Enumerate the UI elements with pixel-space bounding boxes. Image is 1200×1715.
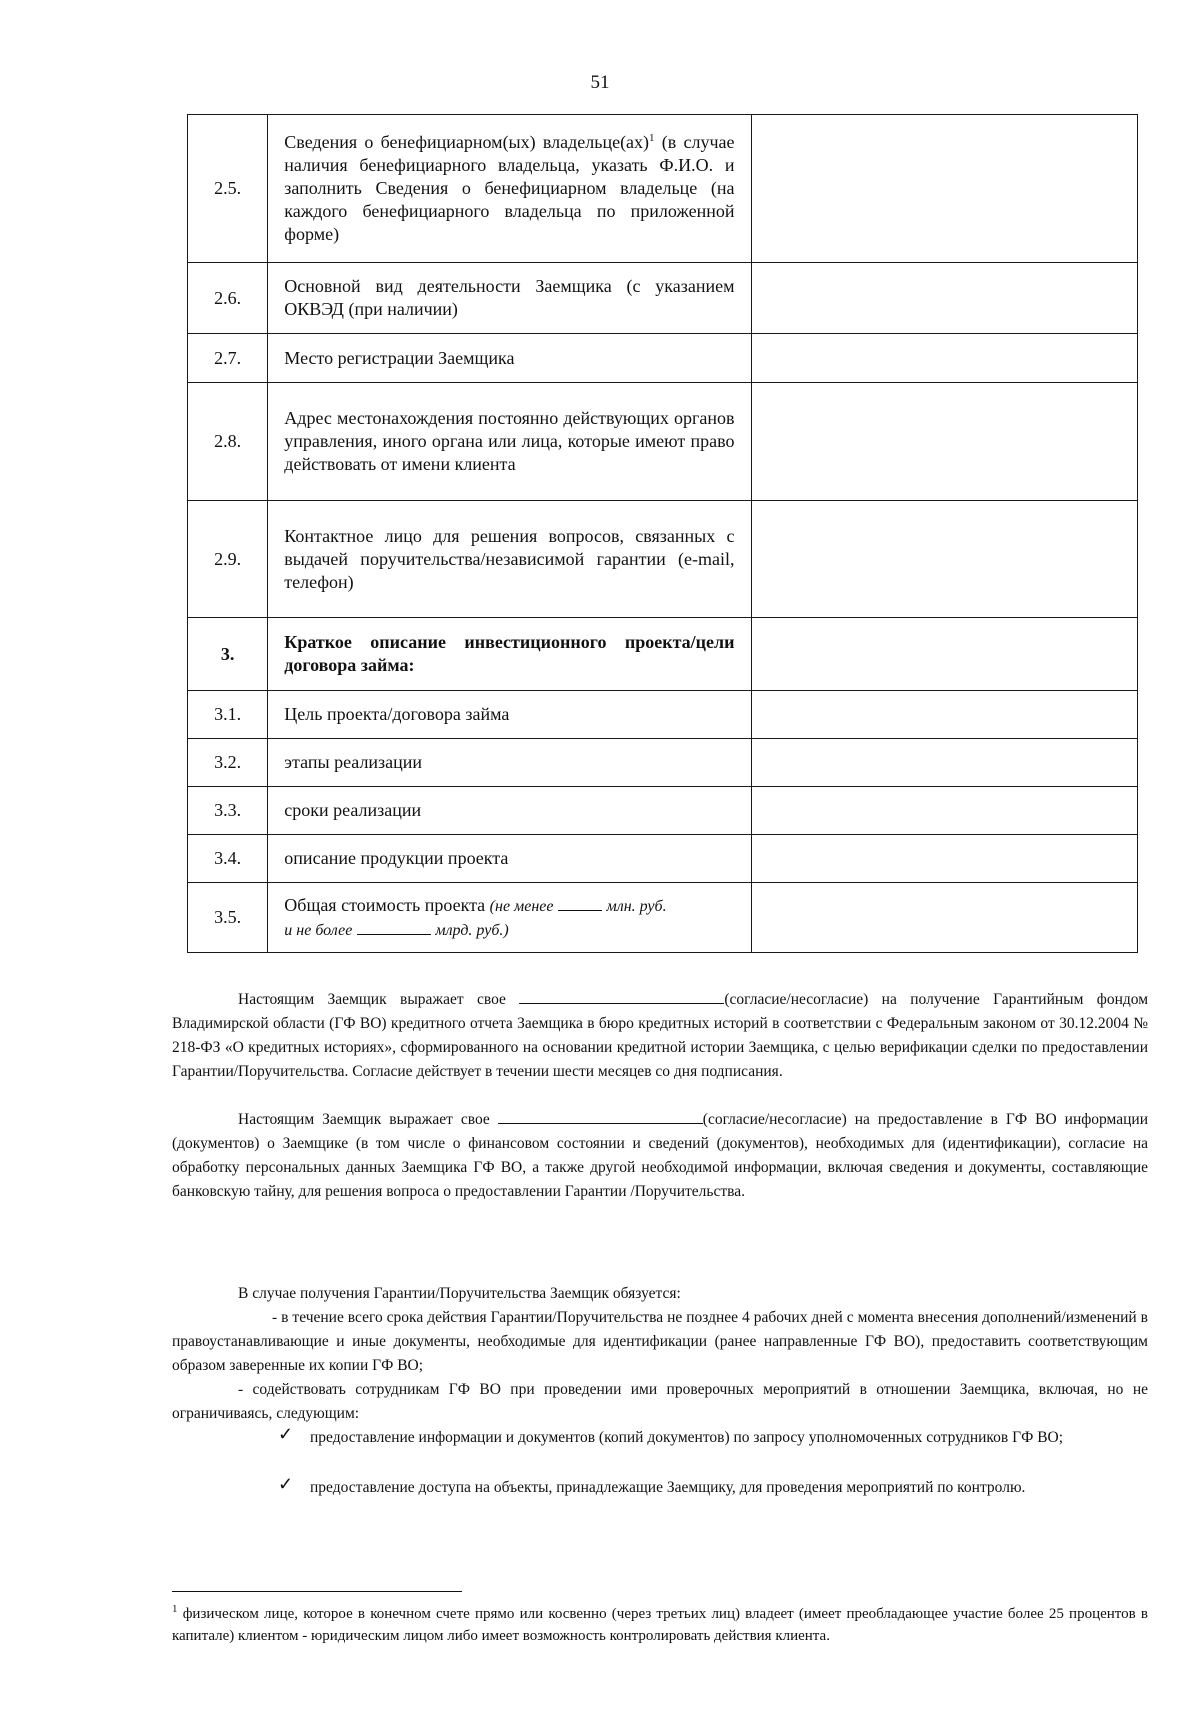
- row-value-cell[interactable]: [751, 263, 1138, 334]
- row-number: 3.1.: [188, 691, 268, 739]
- checkmark-icon: ✓: [278, 1474, 294, 1494]
- consent-blank[interactable]: [498, 1123, 703, 1124]
- obligation-item: - в течение всего срока действия Гарантии/Поручительства не позднее 4 рабочих дней с момента внесения дополнений/изменений в правоустанавливающие и иные документы, необходимые для идентификации (ранее направленные ГФ ВО), предоставить соответствующим образом заверенные их копии ГФ ВО;: [172, 1309, 1148, 1374]
- footnote: $^1$ физическом лице, которое в конечном счете прямо или косвенно (через третьих лиц) владеет (имеет преобладающее участие более 25 процентов в капитале) клиентом - юридическим лицом либо имеет возможность контролировать действия клиента.: [172, 1603, 1148, 1644]
- table-row: [188, 691, 1138, 739]
- table-row: [188, 739, 1138, 787]
- table-row: [188, 115, 1138, 263]
- page-number: 51: [590, 72, 610, 93]
- consent-credit-report: Настоящим Заемщик выражает свое (согласие/несогласие) на получение Гарантийным фондом Владимирской области (ГФ ВО) кредитного отчета Заемщика в бюро кредитных историй в соответствии с Федеральным законом от 30.12.2004 № 218-ФЗ «О кредитных историях», сформированного на основании кредитной истории Заемщика, с целью верификации сделки по предоставлении Гарантии/Поручительства. Согласие действует в течении шести месяцев со дня подписания.: [172, 991, 1149, 1080]
- obligation-item: - содействовать сотрудникам ГФ ВО при проведении ими проверочных мероприятий в отношении Заемщика, включая, но не ограничиваясь, следующим:: [172, 1381, 1148, 1422]
- row-value-cell[interactable]: [751, 787, 1138, 835]
- table-row: [188, 883, 1138, 953]
- row-number: 3.: [188, 618, 268, 691]
- table-row: [188, 501, 1138, 618]
- row-value-cell[interactable]: [751, 334, 1138, 383]
- consent-data-processing: Настоящим Заемщик выражает свое (согласие/несогласие) на предоставление в ГФ ВО информации (документов) о Заемщике (в том числе о финансовом состоянии и сведений (документов), необходимых для (идентификации), согласие на обработку персональных данных Заемщика ГФ ВО, а также другой необходимой информации, включая сведения и документы, составляющие банковскую тайну, для решения вопроса о предоставлении Гарантии /Поручительства.: [172, 1111, 1149, 1200]
- row-description: Место регистрации Заемщика: [268, 334, 751, 383]
- row-number: 3.5.: [188, 883, 268, 953]
- row-value-cell[interactable]: [751, 835, 1138, 883]
- row-description: Контактное лицо для решения вопросов, связанных с выдачей поручительства/независимой гарантии (e-mail, телефон): [268, 501, 751, 618]
- row-number: 2.7.: [188, 334, 268, 383]
- row-value-cell[interactable]: [751, 115, 1138, 263]
- row-description: Основной вид деятельности Заемщика (с указанием ОКВЭД (при наличии): [268, 263, 751, 334]
- row-value-cell[interactable]: [751, 883, 1138, 953]
- row-description: Сведения о бенефициарном(ых) владельце(ах)$^1$ (в случае наличия бенефициарного владельца, указать Ф.И.О. и заполнить Сведения о бенефициарном владельце (на каждого бенефициарного владельца по приложенной форме): [268, 115, 751, 263]
- row-description: Краткое описание инвестиционного проекта/цели договора займа:: [268, 618, 751, 691]
- row-description: сроки реализации: [268, 787, 751, 835]
- row-number: 3.3.: [188, 787, 268, 835]
- row-number: 2.8.: [188, 383, 268, 501]
- footnote-mark: 1: [172, 1603, 178, 1615]
- row-value-cell[interactable]: [751, 691, 1138, 739]
- table-row: [188, 263, 1138, 334]
- row-value-cell[interactable]: [751, 383, 1138, 501]
- row-number: 2.6.: [188, 263, 268, 334]
- row-number: 2.5.: [188, 115, 268, 263]
- row-description: описание продукции проекта: [268, 835, 751, 883]
- row-number: 2.9.: [188, 501, 268, 618]
- table-row: [188, 383, 1138, 501]
- consent-blank[interactable]: [519, 1003, 724, 1004]
- row-value-cell[interactable]: [751, 618, 1138, 691]
- row-value-cell[interactable]: [751, 501, 1138, 618]
- row-description: Адрес местонахождения постоянно действующих органов управления, иного органа или лица, которые имеют право действовать от имени клиента: [268, 383, 751, 501]
- footnote-ref: 1: [649, 132, 655, 144]
- table-row: [188, 787, 1138, 835]
- row-description: этапы реализации: [268, 739, 751, 787]
- obligations-heading: В случае получения Гарантии/Поручительства Заемщик обязуется:: [238, 1285, 681, 1302]
- row-number: 3.4.: [188, 835, 268, 883]
- footnote-separator: [172, 1591, 462, 1592]
- row-description: Общая стоимость проекта (не менее млн. руб. и не более млрд. руб.): [268, 883, 751, 953]
- obligation-subitem: предоставление доступа на объекты, принадлежащие Заемщику, для проведения мероприятий по контролю.: [310, 1479, 1026, 1496]
- row-value-cell[interactable]: [751, 739, 1138, 787]
- checkmark-icon: ✓: [278, 1424, 294, 1444]
- obligation-subitem: предоставление информации и документов (копий документов) по запросу уполномоченных сотрудников ГФ ВО;: [310, 1429, 1064, 1446]
- table-row: [188, 618, 1138, 691]
- application-form-table: [187, 114, 1138, 953]
- table-row: [188, 835, 1138, 883]
- table-row: [188, 334, 1138, 383]
- row-description: Цель проекта/договора займа: [268, 691, 751, 739]
- row-number: 3.2.: [188, 739, 268, 787]
